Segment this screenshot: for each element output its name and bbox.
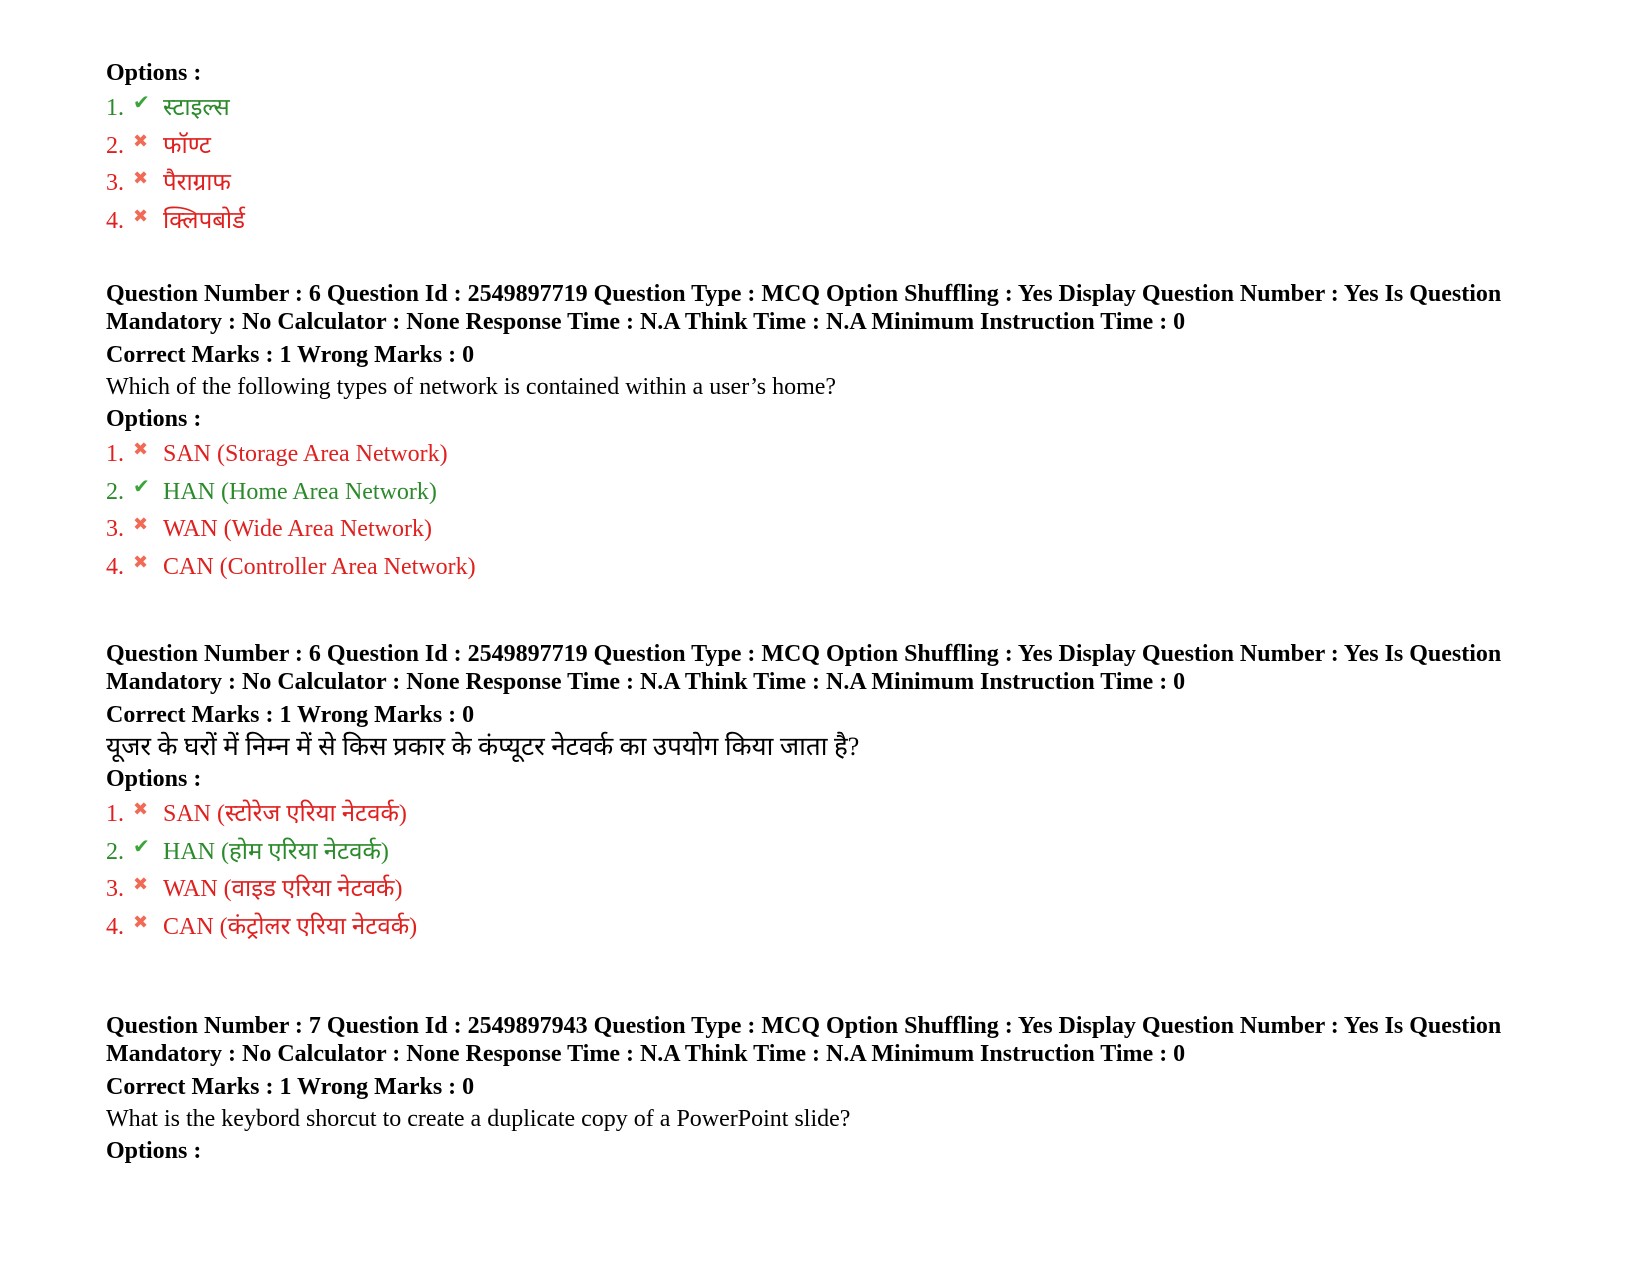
cross-icon: ✖: [133, 799, 149, 819]
option-text: HAN (Home Area Network): [163, 478, 437, 505]
option-number: 1.: [106, 441, 124, 467]
option-item: [106, 871, 1576, 909]
option-text: HAN (होम एरिया नेटवर्क): [163, 838, 389, 865]
option-item: [106, 165, 1576, 203]
option-text: पैराग्राफ: [163, 170, 231, 196]
option-text: WAN (Wide Area Network): [163, 516, 432, 542]
option-text: CAN (Controller Area Network): [163, 553, 476, 580]
options-label: Options :: [106, 60, 202, 86]
question-marks: Correct Marks : 1 Wrong Marks : 0: [106, 342, 475, 368]
option-number: 2.: [106, 838, 124, 865]
option-item: [106, 796, 1576, 834]
option-text: SAN (स्टोरेज एरिया नेटवर्क): [163, 801, 407, 827]
top-options-block: [106, 58, 1576, 288]
cross-icon: ✖: [133, 514, 149, 534]
document-page: [106, 58, 1576, 1164]
option-item: [106, 511, 1576, 549]
question-marks: Correct Marks : 1 Wrong Marks : 0: [106, 1074, 475, 1100]
cross-icon: ✖: [133, 911, 149, 932]
option-item: [106, 436, 1576, 474]
option-text: SAN (Storage Area Network): [163, 441, 448, 467]
option-item: [106, 549, 1576, 587]
question-header: Question Number : 6 Question Id : 2549897719 Question Type : MCQ Option Shuffling : Yes Display Question Number : Yes Is Question Mandatory : No Calculator : None Response Time : N.A Think Time : N.A Minimum Instruction Time : 0: [106, 281, 1502, 335]
option-text: WAN (वाइड एरिया नेटवर्क): [163, 876, 403, 902]
question-block: [106, 1012, 1576, 1166]
options-list: [106, 796, 1576, 946]
option-number: 3.: [106, 170, 124, 196]
option-text: CAN (कंट्रोलर एरिया नेटवर्क): [163, 913, 418, 940]
option-number: 1.: [106, 801, 124, 827]
cross-icon: ✖: [133, 439, 149, 459]
option-item: [106, 834, 1576, 872]
option-number: 4.: [106, 207, 124, 234]
check-icon: ✔: [133, 92, 150, 114]
options-label: Options :: [106, 1138, 202, 1164]
option-item: [106, 90, 1576, 128]
cross-icon: ✖: [133, 168, 149, 188]
question-header: Question Number : 7 Question Id : 2549897943 Question Type : MCQ Option Shuffling : Yes Display Question Number : Yes Is Question Mandatory : No Calculator : None Response Time : N.A Think Time : N.A Minimum Instruction Time : 0: [106, 1013, 1502, 1067]
option-text: क्लिपबोर्ड: [163, 207, 245, 234]
cross-icon: ✖: [133, 205, 149, 226]
option-number: 3.: [106, 516, 124, 542]
question-text: यूजर के घरों में निम्न में से किस प्रकार के कंप्यूटर नेटवर्क का उपयोग किया जाता है?: [106, 732, 860, 761]
option-number: 4.: [106, 913, 124, 940]
check-icon: ✔: [133, 475, 150, 498]
question-block: [106, 640, 1576, 946]
option-number: 2.: [106, 132, 124, 159]
option-number: 1.: [106, 95, 124, 121]
question-header: Question Number : 6 Question Id : 2549897719 Question Type : MCQ Option Shuffling : Yes Display Question Number : Yes Is Question Mandatory : No Calculator : None Response Time : N.A Think Time : N.A Minimum Instruction Time : 0: [106, 641, 1502, 695]
question-text: Which of the following types of network is contained within a user’s home?: [106, 374, 837, 400]
question-text: What is the keybord shorcut to create a duplicate copy of a PowerPoint slide?: [106, 1106, 851, 1132]
option-text: स्टाइल्स: [163, 95, 230, 121]
cross-icon: ✖: [133, 130, 149, 151]
option-item: [106, 909, 1576, 947]
option-number: 3.: [106, 876, 124, 902]
options-label: Options :: [106, 406, 202, 432]
option-item: [106, 128, 1576, 166]
cross-icon: ✖: [133, 874, 149, 894]
options-list: [106, 436, 1576, 586]
option-item: [106, 203, 1576, 241]
options-label: Options :: [106, 766, 202, 792]
option-text: फॉण्ट: [163, 132, 211, 159]
check-icon: ✔: [133, 835, 150, 858]
cross-icon: ✖: [133, 551, 149, 572]
question-block: [106, 280, 1576, 586]
option-item: [106, 474, 1576, 512]
options-list: [106, 90, 1576, 240]
option-number: 2.: [106, 478, 124, 505]
option-number: 4.: [106, 553, 124, 580]
question-marks: Correct Marks : 1 Wrong Marks : 0: [106, 702, 475, 728]
